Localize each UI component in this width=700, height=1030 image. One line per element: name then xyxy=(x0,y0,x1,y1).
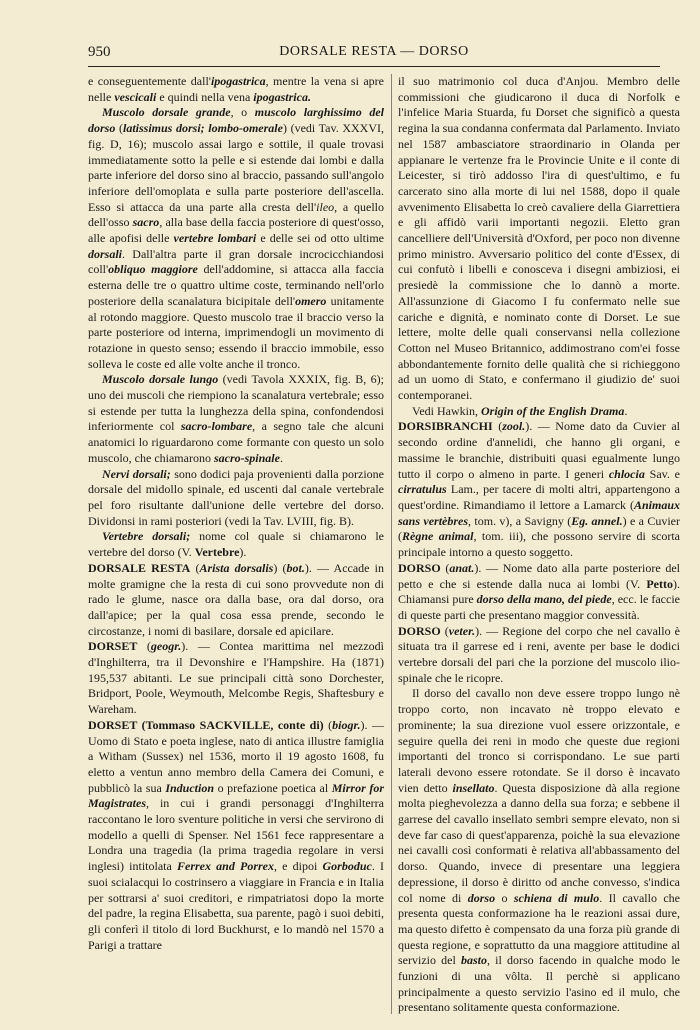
body-text: , a quello dell'osso xyxy=(88,199,384,230)
emphasis-text: obliquo maggiore xyxy=(108,262,198,277)
emphasis-text: dorsali xyxy=(88,246,123,261)
body-text: sono dodici paja provenienti dalla porzione dorsale del midollo spinale, ed uscenti dal canale vertebrale pel foro risultante dall'unione delle vertebre del dorso. Dividonsi in rami posteriori (vedi la Tav. LVIII, fig. B). xyxy=(88,466,384,528)
body-text: ) e a Cuvier ( xyxy=(398,513,680,544)
body-text: nome col quale si chiamarono le vertebre del dorso (V. xyxy=(88,529,384,560)
emphasis-text: sacro xyxy=(132,215,160,230)
right-column xyxy=(398,74,680,1016)
emphasis-text: Induction xyxy=(165,780,215,795)
dictionary-entry xyxy=(398,419,680,560)
body-text: Vedi Hawkin, xyxy=(412,403,481,418)
body-text: ). Chiamansi pure xyxy=(398,576,680,607)
entry-headword: DORSO xyxy=(398,623,441,638)
body-text: e quindi nella vena xyxy=(156,89,254,104)
body-text: (vedi Tavola XXXIX, fig. B, 6); uno dei muscoli che riempiono la scanalatura vertebrale; esso si estende per tutta la lunghezza della spina, confondendosi inferiormente col xyxy=(88,372,384,434)
paragraph xyxy=(88,105,384,372)
body-text: e delle sei od otto ultime xyxy=(256,231,385,246)
left-column xyxy=(88,74,384,953)
body-text: ( xyxy=(440,560,450,575)
body-text: . Dall'altra parte il gran dorsale incrocicchiandosi coll' xyxy=(88,246,384,277)
body-text: Lam., per tacere di molti altri, appartengono a quest'ordine. Rimandiamo il lettore a Lamarck ( xyxy=(398,482,680,512)
paragraph xyxy=(88,372,384,466)
body-text: . Il cavallo che presenta questa conformazione ha le reazioni assai dure, ma questo difetto è compensato da una forza più grande di questa regione, e soprattutto da una maggiore attitudine al servizio del xyxy=(398,890,680,968)
entry-headword: DORSET xyxy=(88,639,138,654)
emphasis-text: omero xyxy=(295,293,327,308)
entry-headword: DORSO xyxy=(398,560,441,575)
body-text: , e dipoi xyxy=(273,859,323,874)
entry-headword: DORSET (Tommaso SACKVILLE, conte di) xyxy=(88,717,324,732)
emphasis-text: basto xyxy=(460,953,487,968)
body-text: ). — Accade in molte gramigne che la resta di cui sono provvedute non di rado le glume, nasce ora dalla base, ora dal dorso, ora dall'apice; per la qual cosa essa prende, secondo le circostanze, i nomi di basilare, dorsale ed apicilare. xyxy=(88,560,385,638)
dictionary-entry xyxy=(398,561,680,624)
dictionary-entry xyxy=(88,718,384,954)
body-text: ( xyxy=(137,639,151,654)
emphasis-text: chlocia xyxy=(608,466,645,481)
emphasis-text: vescicali xyxy=(114,89,157,104)
emphasis-text: Mirror for Magistrates xyxy=(88,780,384,811)
dictionary-entry xyxy=(398,624,680,687)
body-text: il suo matrimonio col duca d'Anjou. Membro delle commissioni che giudicarono il duca di Norfolk e l'infelice Maria Stuarda, fu Dorset che significò a questa regina la sua condanna confermata dal Parlamento. Inviato nel 1587 ambasciatore straordinario in Olanda per appianare le vertenze fra le Provincie Unite e il conte di Leicester, si tirò addosso l'ira di quest'ultimo, e fu carcerato sino alla morte di lui nel 1588, dopo il quale avvenimento Elisabetta lo creò cavaliere della Giarrettiera e gli affidò varii importanti negozii. Eletto gran cancelliere dell'Università d'Oxford, per poco non divenne primo ministro. Avversario politico del conte d'Essex, di cui confutò i libelli e conosceva i disegni ambiziosi, ei presiedè la commissione che lo dannò a morte. All'assunzione di Giacomo I fu confermato nelle sue cariche e dignità, e nominato conte di Dorset. Le sue lettere, molte delle quali conservansi nella collezione Cotton nel Museo Britannico, addimostrano com'ei fosse abbondantemente fornito delle qualità che si richieggono ad un uomo di Stato, e confermano il giudizio de' suoi contemporanei. xyxy=(398,74,680,403)
dictionary-entry xyxy=(88,639,384,718)
emphasis-text: ipogastrica xyxy=(210,74,266,88)
body-text: ) (vedi Tav. XXXVI, fig. D, 16); muscolo assai largo e sottile, il quale trovasi immediatamente sotto la pelle e si estende dai lombi e dalla parte inferiore del dorso sino al braccio, passando sull'angolo inferiore dell'omoplata e sulla parte posteriore dell'ascella. Esso si attacca da una parte alla cresta dell' xyxy=(88,121,385,214)
emphasis-text: Règne animal xyxy=(402,529,474,544)
body-text: , o xyxy=(230,105,255,120)
running-title: DORSALE RESTA — DORSO xyxy=(279,44,469,59)
body-text: , tom. iii), che possono servire di scorta principale intorno a questo soggetto. xyxy=(398,529,680,560)
body-text: ). xyxy=(239,545,247,560)
emphasis-text: Nervi dorsali; xyxy=(102,466,171,481)
paragraph xyxy=(88,529,384,560)
emphasis-text: latissimus dorsi; lombo-omerale xyxy=(122,121,283,136)
page-header xyxy=(88,44,660,66)
emphasis-text: ileo xyxy=(316,199,335,214)
body-text: . I suoi scialacqui lo costrinsero a viaggiare in Francia e in Italia per sottrarsi a' suoi creditori, e rimpatriatosi dopo la morte del padre, la regina Elisabetta, sua parente, pagò i suoi debiti, gli conferì il titolo di lord Buckhurst, e lo mandò nel 1570 a Parigi a trattare xyxy=(88,859,384,952)
emphasis-text: Ferrex and Porrex xyxy=(176,859,274,874)
emphasis-text: sacro-spinale xyxy=(213,450,280,465)
body-text: e conseguentemente dall' xyxy=(88,74,211,88)
entry-headword: DORSIBRANCHI xyxy=(398,419,493,434)
body-text: ). — Contea marittima nel mezzodì d'Inghilterra, tra il Devonshire e l'Hampshire. Ha (1871) 195,537 abitanti. Le sue principali città sono Dorchester, Bridport, Poole, Weymouth, Melcombe Regis, Shaftesbury e Wareham. xyxy=(88,639,384,717)
emphasis-text: Gorboduc xyxy=(322,859,372,874)
body-text: Sav. e xyxy=(644,466,680,481)
emphasis-text: sacro-lombare xyxy=(180,419,253,434)
body-text: ) ( xyxy=(273,560,287,575)
emphasis-text: anat. xyxy=(449,560,475,575)
body-text: ( xyxy=(440,623,449,638)
body-text: ( xyxy=(323,717,333,732)
column-divider xyxy=(391,74,392,1014)
emphasis-text: Animaux sans vertèbres xyxy=(398,497,680,528)
body-text: , ecc. le faccie di queste parti che presentano maggior convessità. xyxy=(398,592,680,622)
entry-headword: DORSALE RESTA xyxy=(88,560,191,575)
entry-headword: Petto xyxy=(646,576,673,591)
dictionary-entry xyxy=(88,561,384,640)
body-text: . Questa disposizione dà alla regione molta pieghevolezza a danno della sua forza; e sebbene il garrese del cavallo insellato sembri sempre elevato, non si deve far caso di quest'apparenza, poichè la sua elevazione nei cavalli così conformati è relativa all'abbassamento del dorso. Quando, invece di presentare una leggiera depressione, il dorso è diritto od anche convesso, s'indica col nome di xyxy=(398,780,680,905)
paragraph xyxy=(88,467,384,530)
body-text: o xyxy=(495,890,514,905)
header-rule xyxy=(88,66,660,67)
page-number: 950 xyxy=(88,44,111,60)
body-text: ( xyxy=(190,560,200,575)
emphasis-text: geogr. xyxy=(150,639,182,654)
body-text: ). — Nome dato da Cuvier al secondo ordine d'annelidi, che hanno gli organi, e massime le branchie, distribuiti quasi egualmente lungo tutto il corpo o almeno in parte. I generi xyxy=(398,419,680,481)
body-text: . xyxy=(279,450,283,465)
paragraph xyxy=(398,686,680,1016)
body-text: unitamente al rotondo maggiore. Questo muscolo trae il braccio verso la parte posteriore od interna, imprimendogli un movimento di rotazione in questo senso; essendo il braccio immobile, esso solleva le coste ed alle volte anche il tronco. xyxy=(88,293,384,371)
emphasis-text: muscolo larghissimo del dorso xyxy=(88,105,385,136)
emphasis-text: Vertebre dorsali; xyxy=(102,529,191,544)
body-text: , tom. v), a Savigny ( xyxy=(468,513,572,528)
body-text: , il dorso facendo in qualche modo le funzioni di una vôlta. Il perchè si applicano principalmente a questo servizio l'asino ed il mulo, che presentano solitamente questa conformazione. xyxy=(398,953,680,1015)
body-text: dell'addomine, si attacca alla faccia esterna delle tre o quattro ultime coste, terminando nell'orlo posteriore della scanalatura bicipitale dell' xyxy=(88,262,385,308)
paragraph xyxy=(398,404,680,420)
emphasis-text: bot. xyxy=(286,560,305,575)
body-text: ( xyxy=(492,419,503,434)
emphasis-text: vertebre lombari xyxy=(173,231,257,246)
body-text: ( xyxy=(115,121,123,136)
emphasis-text: biogr. xyxy=(332,717,361,732)
body-text: ). — Uomo di Stato e poeta inglese, nato di antica illustre famiglia a Witham (Sussex) nel 1536, morto il 19 agosto 1608, fu eletto a ventun anno membro della Camera dei Comuni, e pubblicò la sua xyxy=(88,717,385,795)
emphasis-text: Muscolo dorsale grande xyxy=(102,105,231,120)
body-text: , a segno tale che alcuni anatomici lo riguardarono come formante con questo un solo muscolo, che chiamarono xyxy=(88,419,384,465)
body-text: . xyxy=(624,403,628,418)
body-text: , alla base della faccia posteriore di quest'osso, alle apofisi delle xyxy=(88,215,385,246)
paragraph xyxy=(88,74,384,105)
emphasis-text: cirratulus xyxy=(398,482,447,497)
emphasis-text: zool. xyxy=(502,419,526,434)
paragraph xyxy=(398,74,680,404)
emphasis-text: insellato xyxy=(452,780,495,795)
emphasis-text: Origin of the English Drama xyxy=(481,403,625,418)
emphasis-text: Arista dorsalis xyxy=(199,560,274,575)
body-text: ). — Regione del corpo che nel cavallo è situata tra il garrese ed i reni, avente per base le dodici vertebre dorsali del pari che la porzione del muscolo ilio-spinale che le ricopre. xyxy=(398,623,680,685)
emphasis-text: dorso xyxy=(467,890,496,905)
body-text: Il dorso del cavallo non deve essere troppo lungo nè troppo corto, non incavato nè troppo elevato e prominente; la sua direzione vuol essere orizzontale, e seguire quella dei reni in modo che queste due regioni importanti del tronco si corrispondano. Le sue parti laterali devono essere rotondate. Se il dorso è incavato vien detto xyxy=(398,686,680,795)
body-text: , in cui i grandi personaggi d'Inghilterra raccontano le loro sventure politiche in versi che servirono di modello a quelli di Spenser. Nel 1561 fece rappresentare a Londra una tragedia (la prima tragedia regolare in versi inglesi) intitolata xyxy=(88,796,384,874)
emphasis-text: dorso della mano, del piede xyxy=(476,592,612,607)
emphasis-text: ipogastrica. xyxy=(253,89,311,104)
entry-headword: Vertebre xyxy=(194,545,240,560)
emphasis-text: Muscolo dorsale lungo xyxy=(102,372,219,387)
body-text: o prefazione poetica al xyxy=(214,780,332,795)
body-text: , mentre la vena si apre nelle xyxy=(88,74,384,104)
emphasis-text: Eg. annel. xyxy=(571,513,623,528)
body-text: ). — Nome dato alla parte posteriore del petto e che si estende dalla nuca ai lombi (V. xyxy=(398,560,680,591)
emphasis-text: veter. xyxy=(448,623,476,638)
emphasis-text: schiena di mulo xyxy=(513,890,600,905)
